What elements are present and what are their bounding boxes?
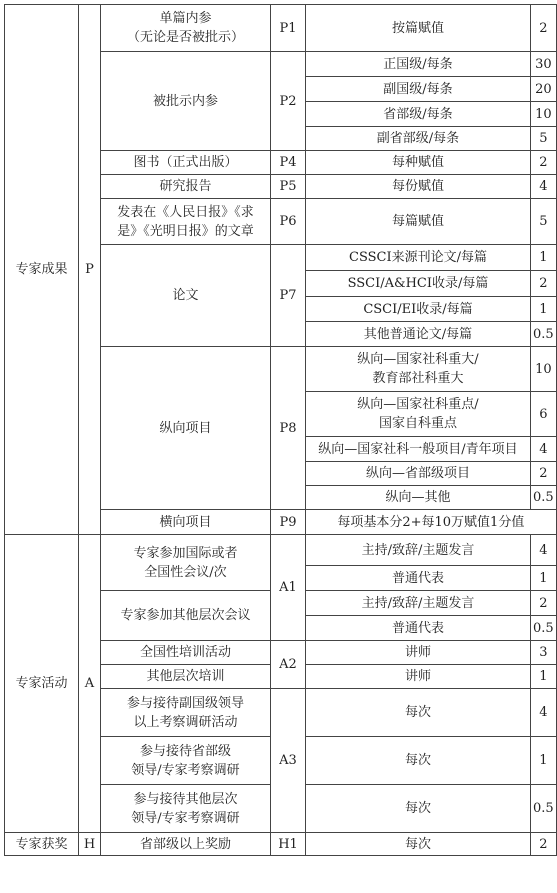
score-cell: 5 (531, 127, 557, 151)
item-cell: 专家参加国际或者 全国性会议/次 (101, 535, 271, 591)
rule-cell: 副省部级/每条 (306, 127, 531, 151)
rule-cell: 每次 (306, 785, 531, 833)
code-cell: A3 (271, 689, 306, 833)
rule-cell: 主持/致辞/主题发言 (306, 535, 531, 566)
rule-cell: SSCI/A&HCI收录/每篇 (306, 271, 531, 297)
score-cell: 2 (531, 151, 557, 175)
item-cell: 参与接待其他层次 领导/专家考察调研 (101, 785, 271, 833)
score-cell: 4 (531, 175, 557, 199)
score-cell: 1 (531, 245, 557, 271)
score-cell: 4 (531, 437, 557, 462)
score-cell: 2 (531, 591, 557, 616)
code-cell: P2 (271, 52, 306, 151)
category-cell: 专家成果 (5, 5, 79, 535)
score-cell: 5 (531, 199, 557, 245)
rule-cell: CSSCI来源刊论文/每篇 (306, 245, 531, 271)
item-cell: 单篇内参 （无论是否被批示） (101, 5, 271, 52)
rule-cell: 纵向—国家社科重点/ 国家自科重点 (306, 392, 531, 437)
code-cell: P9 (271, 510, 306, 535)
item-cell: 专家参加其他层次会议 (101, 591, 271, 641)
rule-cell: 纵向—国家社科重大/ 教育部社科重大 (306, 347, 531, 392)
score-cell: 10 (531, 347, 557, 392)
code-cell: A1 (271, 535, 306, 641)
rule-cell: 纵向—其他 (306, 486, 531, 510)
table-row (5, 5, 557, 52)
rule-cell: 正国级/每条 (306, 52, 531, 77)
item-cell: 被批示内参 (101, 52, 271, 151)
category-cell: 专家获奖 (5, 833, 79, 856)
rule-cell: 副国级/每条 (306, 77, 531, 102)
code-cell: P4 (271, 151, 306, 175)
score-cell: 6 (531, 392, 557, 437)
score-cell: 1 (531, 737, 557, 785)
score-cell: 0.5 (531, 616, 557, 641)
rule-cell: 讲师 (306, 665, 531, 689)
rule-cell: 纵向—国家社科一般项目/青年项目 (306, 437, 531, 462)
rule-cell: 每次 (306, 689, 531, 737)
score-cell: 0.5 (531, 785, 557, 833)
rule-cell: 每项基本分2+每10万赋值1分值 (306, 510, 557, 535)
score-cell: 0.5 (531, 322, 557, 347)
score-cell: 1 (531, 566, 557, 591)
code-cell: P1 (271, 5, 306, 52)
item-cell: 参与接待副国级领导 以上考察调研活动 (101, 689, 271, 737)
table-row (5, 833, 557, 856)
rule-cell: 普通代表 (306, 566, 531, 591)
score-cell: 2 (531, 833, 557, 856)
score-cell: 2 (531, 5, 557, 52)
table-row (5, 535, 557, 566)
score-cell: 1 (531, 297, 557, 322)
code-cell: A2 (271, 641, 306, 689)
item-cell: 发表在《人民日报》《求 是》《光明日报》的文章 (101, 199, 271, 245)
code-cell: P6 (271, 199, 306, 245)
rule-cell: 每次 (306, 833, 531, 856)
code-cell: P7 (271, 245, 306, 347)
item-cell: 横向项目 (101, 510, 271, 535)
score-cell: 4 (531, 689, 557, 737)
rule-cell: 主持/致辞/主题发言 (306, 591, 531, 616)
rule-cell: CSCI/EI收录/每篇 (306, 297, 531, 322)
item-cell: 省部级以上奖励 (101, 833, 271, 856)
score-cell: 3 (531, 641, 557, 665)
rule-cell: 每次 (306, 737, 531, 785)
code-cell: P8 (271, 347, 306, 510)
score-cell: 10 (531, 102, 557, 127)
category-letter-cell: P (79, 5, 101, 535)
item-cell: 其他层次培训 (101, 665, 271, 689)
item-cell: 参与接待省部级 领导/专家考察调研 (101, 737, 271, 785)
item-cell: 纵向项目 (101, 347, 271, 510)
rule-cell: 每份赋值 (306, 175, 531, 199)
rule-cell: 按篇赋值 (306, 5, 531, 52)
score-cell: 4 (531, 535, 557, 566)
rule-cell: 每篇赋值 (306, 199, 531, 245)
score-cell: 2 (531, 462, 557, 486)
score-cell: 1 (531, 665, 557, 689)
rule-cell: 省部级/每条 (306, 102, 531, 127)
category-letter-cell: A (79, 535, 101, 833)
category-cell: 专家活动 (5, 535, 79, 833)
item-cell: 全国性培训活动 (101, 641, 271, 665)
score-cell: 2 (531, 271, 557, 297)
code-cell: H1 (271, 833, 306, 856)
rule-cell: 普通代表 (306, 616, 531, 641)
rule-cell: 其他普通论文/每篇 (306, 322, 531, 347)
category-letter-cell: H (79, 833, 101, 856)
rule-cell: 讲师 (306, 641, 531, 665)
score-cell: 20 (531, 77, 557, 102)
item-cell: 论文 (101, 245, 271, 347)
scoring-table (4, 4, 557, 856)
rule-cell: 每种赋值 (306, 151, 531, 175)
score-cell: 30 (531, 52, 557, 77)
item-cell: 图书（正式出版） (101, 151, 271, 175)
score-cell: 0.5 (531, 486, 557, 510)
rule-cell: 纵向—省部级项目 (306, 462, 531, 486)
item-cell: 研究报告 (101, 175, 271, 199)
code-cell: P5 (271, 175, 306, 199)
